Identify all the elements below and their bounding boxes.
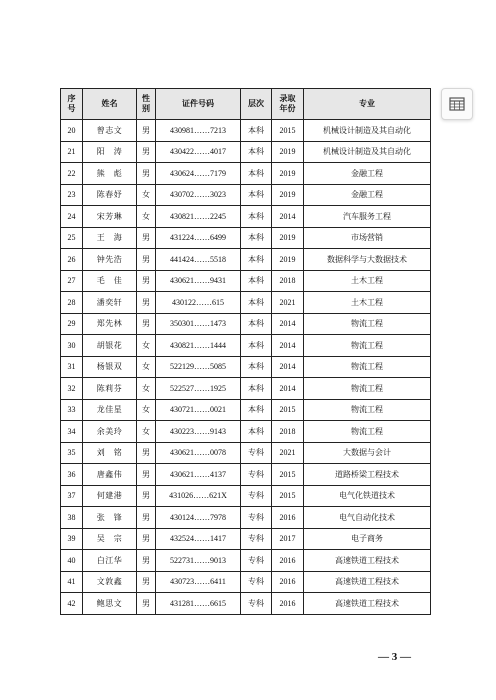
seq-cell: 25 — [61, 227, 83, 249]
seq-cell: 22 — [61, 163, 83, 185]
level-cell: 本科 — [241, 141, 272, 163]
table-row — [61, 356, 431, 378]
seq-cell: 20 — [61, 120, 83, 142]
table-row — [61, 378, 431, 400]
gender-cell: 女 — [137, 399, 156, 421]
level-cell: 专科 — [241, 571, 272, 593]
table-row — [61, 485, 431, 507]
level-cell: 本科 — [241, 184, 272, 206]
id-number-cell: 430122……615 — [156, 292, 241, 314]
level-cell: 本科 — [241, 120, 272, 142]
level-cell: 专科 — [241, 507, 272, 529]
gender-cell: 女 — [137, 356, 156, 378]
gender-cell: 男 — [137, 485, 156, 507]
gender-cell: 男 — [137, 120, 156, 142]
gender-cell: 女 — [137, 206, 156, 228]
name-cell: 余美玲 — [83, 421, 137, 443]
level-cell: 本科 — [241, 399, 272, 421]
year-cell: 2018 — [272, 270, 304, 292]
major-cell: 大数据与会计 — [304, 442, 431, 464]
header-level: 层次 — [241, 89, 272, 120]
table-row — [61, 163, 431, 185]
table-row — [61, 593, 431, 615]
gender-cell: 女 — [137, 335, 156, 357]
level-cell: 本科 — [241, 421, 272, 443]
major-cell: 电气化铁道技术 — [304, 485, 431, 507]
major-cell: 机械设计制造及其自动化 — [304, 120, 431, 142]
page-number: — 3 — — [378, 651, 411, 663]
name-cell: 唐鑫伟 — [83, 464, 137, 486]
year-cell: 2021 — [272, 442, 304, 464]
gender-cell: 男 — [137, 571, 156, 593]
level-cell: 专科 — [241, 550, 272, 572]
seq-cell: 40 — [61, 550, 83, 572]
level-cell: 本科 — [241, 163, 272, 185]
table-row — [61, 550, 431, 572]
major-cell: 土木工程 — [304, 270, 431, 292]
table-row — [61, 464, 431, 486]
seq-cell: 29 — [61, 313, 83, 335]
id-number-cell: 430621……4137 — [156, 464, 241, 486]
id-number-cell: 522731……9013 — [156, 550, 241, 572]
gender-cell: 女 — [137, 421, 156, 443]
seq-cell: 42 — [61, 593, 83, 615]
id-number-cell: 430821……1444 — [156, 335, 241, 357]
year-cell: 2016 — [272, 550, 304, 572]
table-header-row — [61, 89, 431, 120]
id-number-cell: 430624……7179 — [156, 163, 241, 185]
seq-cell: 35 — [61, 442, 83, 464]
header-year: 录取 年份 — [272, 89, 304, 120]
major-cell: 物流工程 — [304, 356, 431, 378]
id-number-cell: 430621……9431 — [156, 270, 241, 292]
name-cell: 曾志文 — [83, 120, 137, 142]
seq-cell: 21 — [61, 141, 83, 163]
major-cell: 机械设计制造及其自动化 — [304, 141, 431, 163]
year-cell: 2014 — [272, 206, 304, 228]
table-row — [61, 120, 431, 142]
gender-cell: 男 — [137, 313, 156, 335]
gender-cell: 男 — [137, 550, 156, 572]
name-cell: 陈春妤 — [83, 184, 137, 206]
name-cell: 熊 彪 — [83, 163, 137, 185]
id-number-cell: 430721……0021 — [156, 399, 241, 421]
major-cell: 市场营销 — [304, 227, 431, 249]
seq-cell: 33 — [61, 399, 83, 421]
id-number-cell: 441424……5518 — [156, 249, 241, 271]
major-cell: 物流工程 — [304, 378, 431, 400]
header-gender: 性 别 — [137, 89, 156, 120]
name-cell: 钟先浩 — [83, 249, 137, 271]
name-cell: 毛 佳 — [83, 270, 137, 292]
id-number-cell: 431281……6615 — [156, 593, 241, 615]
admission-roster-table — [60, 88, 431, 615]
gender-cell: 男 — [137, 141, 156, 163]
table-row — [61, 335, 431, 357]
major-cell: 高速铁道工程技术 — [304, 593, 431, 615]
gender-cell: 男 — [137, 507, 156, 529]
seq-cell: 31 — [61, 356, 83, 378]
major-cell: 道路桥梁工程技术 — [304, 464, 431, 486]
year-cell: 2019 — [272, 227, 304, 249]
year-cell: 2015 — [272, 399, 304, 421]
table-row — [61, 141, 431, 163]
level-cell: 专科 — [241, 442, 272, 464]
name-cell: 杨银双 — [83, 356, 137, 378]
id-number-cell: 430702……3023 — [156, 184, 241, 206]
year-cell: 2015 — [272, 485, 304, 507]
level-cell: 本科 — [241, 335, 272, 357]
major-cell: 汽车服务工程 — [304, 206, 431, 228]
seq-cell: 26 — [61, 249, 83, 271]
table-row — [61, 571, 431, 593]
name-cell: 胡银花 — [83, 335, 137, 357]
id-number-cell: 431224……6499 — [156, 227, 241, 249]
name-cell: 陈莉芬 — [83, 378, 137, 400]
major-cell: 金融工程 — [304, 163, 431, 185]
year-cell: 2017 — [272, 528, 304, 550]
level-cell: 本科 — [241, 227, 272, 249]
year-cell: 2016 — [272, 571, 304, 593]
seq-cell: 23 — [61, 184, 83, 206]
id-number-cell: 431026……621X — [156, 485, 241, 507]
table-tool-button[interactable] — [441, 88, 473, 120]
year-cell: 2015 — [272, 120, 304, 142]
gender-cell: 女 — [137, 378, 156, 400]
major-cell: 物流工程 — [304, 313, 431, 335]
level-cell: 本科 — [241, 249, 272, 271]
name-cell: 龙佳星 — [83, 399, 137, 421]
year-cell: 2019 — [272, 184, 304, 206]
level-cell: 本科 — [241, 378, 272, 400]
table-row — [61, 442, 431, 464]
name-cell: 吴 宗 — [83, 528, 137, 550]
gender-cell: 男 — [137, 227, 156, 249]
id-number-cell: 430124……7978 — [156, 507, 241, 529]
year-cell: 2014 — [272, 335, 304, 357]
year-cell: 2015 — [272, 464, 304, 486]
table-row — [61, 270, 431, 292]
id-number-cell: 430621……0078 — [156, 442, 241, 464]
table-row — [61, 227, 431, 249]
major-cell: 高速铁道工程技术 — [304, 550, 431, 572]
level-cell: 专科 — [241, 593, 272, 615]
year-cell: 2016 — [272, 593, 304, 615]
id-number-cell: 430981……7213 — [156, 120, 241, 142]
gender-cell: 男 — [137, 292, 156, 314]
level-cell: 本科 — [241, 292, 272, 314]
level-cell: 本科 — [241, 356, 272, 378]
header-seq: 序 号 — [61, 89, 83, 120]
table-row — [61, 249, 431, 271]
year-cell: 2014 — [272, 313, 304, 335]
year-cell: 2019 — [272, 249, 304, 271]
level-cell: 本科 — [241, 313, 272, 335]
seq-cell: 24 — [61, 206, 83, 228]
seq-cell: 27 — [61, 270, 83, 292]
header-major: 专业 — [304, 89, 431, 120]
seq-cell: 39 — [61, 528, 83, 550]
id-number-cell: 522129……5085 — [156, 356, 241, 378]
id-number-cell: 430223……9143 — [156, 421, 241, 443]
level-cell: 专科 — [241, 485, 272, 507]
major-cell: 数据科学与大数据技术 — [304, 249, 431, 271]
seq-cell: 34 — [61, 421, 83, 443]
table-row — [61, 292, 431, 314]
name-cell: 张 锋 — [83, 507, 137, 529]
seq-cell: 41 — [61, 571, 83, 593]
year-cell: 2019 — [272, 163, 304, 185]
name-cell: 王 海 — [83, 227, 137, 249]
name-cell: 宋芳琳 — [83, 206, 137, 228]
level-cell: 本科 — [241, 270, 272, 292]
id-number-cell: 430422……4017 — [156, 141, 241, 163]
table-row — [61, 507, 431, 529]
gender-cell: 男 — [137, 249, 156, 271]
table-row — [61, 313, 431, 335]
major-cell: 电气自动化技术 — [304, 507, 431, 529]
table-grid-icon — [449, 96, 465, 112]
table-row — [61, 528, 431, 550]
level-cell: 专科 — [241, 464, 272, 486]
id-number-cell: 430821……2245 — [156, 206, 241, 228]
seq-cell: 38 — [61, 507, 83, 529]
gender-cell: 男 — [137, 442, 156, 464]
year-cell: 2016 — [272, 507, 304, 529]
name-cell: 何建港 — [83, 485, 137, 507]
table-body — [61, 120, 431, 615]
major-cell: 物流工程 — [304, 399, 431, 421]
gender-cell: 男 — [137, 464, 156, 486]
seq-cell: 32 — [61, 378, 83, 400]
name-cell: 郑先林 — [83, 313, 137, 335]
name-cell: 文敦鑫 — [83, 571, 137, 593]
name-cell: 白江华 — [83, 550, 137, 572]
id-number-cell: 350301……1473 — [156, 313, 241, 335]
name-cell: 潘奕轩 — [83, 292, 137, 314]
major-cell: 高速铁道工程技术 — [304, 571, 431, 593]
level-cell: 本科 — [241, 206, 272, 228]
year-cell: 2021 — [272, 292, 304, 314]
table-row — [61, 421, 431, 443]
header-id-number: 证件号码 — [156, 89, 241, 120]
major-cell: 土木工程 — [304, 292, 431, 314]
name-cell: 阳 涛 — [83, 141, 137, 163]
name-cell: 鲍思文 — [83, 593, 137, 615]
id-number-cell: 522527……1925 — [156, 378, 241, 400]
table-row — [61, 399, 431, 421]
header-name: 姓名 — [83, 89, 137, 120]
seq-cell: 28 — [61, 292, 83, 314]
gender-cell: 男 — [137, 528, 156, 550]
year-cell: 2018 — [272, 421, 304, 443]
gender-cell: 男 — [137, 163, 156, 185]
table-row — [61, 206, 431, 228]
table-row — [61, 184, 431, 206]
name-cell: 刘 铭 — [83, 442, 137, 464]
id-number-cell: 432524……1417 — [156, 528, 241, 550]
major-cell: 电子商务 — [304, 528, 431, 550]
gender-cell: 女 — [137, 184, 156, 206]
year-cell: 2019 — [272, 141, 304, 163]
major-cell: 金融工程 — [304, 184, 431, 206]
major-cell: 物流工程 — [304, 421, 431, 443]
seq-cell: 30 — [61, 335, 83, 357]
gender-cell: 男 — [137, 270, 156, 292]
year-cell: 2014 — [272, 356, 304, 378]
id-number-cell: 430723……6411 — [156, 571, 241, 593]
year-cell: 2014 — [272, 378, 304, 400]
gender-cell: 男 — [137, 593, 156, 615]
seq-cell: 36 — [61, 464, 83, 486]
level-cell: 专科 — [241, 528, 272, 550]
seq-cell: 37 — [61, 485, 83, 507]
major-cell: 物流工程 — [304, 335, 431, 357]
